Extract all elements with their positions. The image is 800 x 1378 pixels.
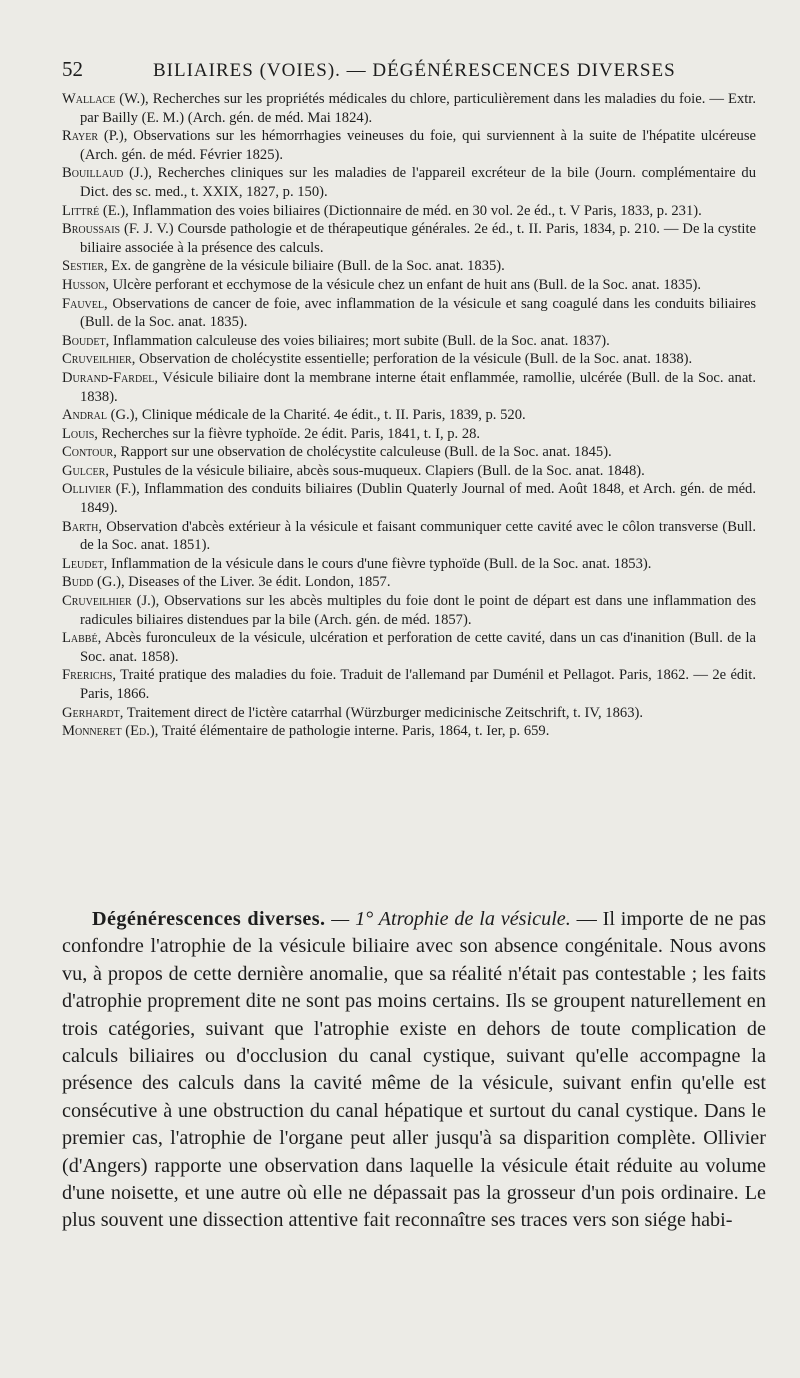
reference-author: Boudet,	[62, 332, 110, 349]
reference-text: Rapport sur une observation de cholécystite calculeuse (Bull. de la Soc. anat. 1845).	[116, 444, 612, 461]
reference-entry	[62, 592, 756, 629]
reference-author: Barth,	[62, 518, 103, 535]
reference-entry	[62, 462, 756, 481]
reference-text: Clinique médicale de la Charité. 4e édit., t. II. Paris, 1839, p. 520.	[138, 407, 526, 424]
reference-entry	[62, 406, 756, 425]
reference-text: Inflammation calculeuse des voies biliaires; mort subite (Bull. de la Soc. anat. 1837).	[109, 332, 610, 349]
running-title: BILIAIRES (VOIES). — DÉGÉNÉRESCENCES DIVERSES	[153, 60, 676, 81]
reference-author: Gulcer,	[62, 462, 109, 479]
reference-author: Louis,	[62, 425, 98, 442]
reference-entry	[62, 555, 756, 574]
section-text: — Il importe de ne pas confondre l'atrophie de la vésicule biliaire avec son absence congénitale. Nous avons vu, à propos de cette dernière anomalie, que sa réalité n'était pas contestable ; les faits d'atrophie proprement dite ne sont pas moins certains. Ils se groupent naturellement en trois catégories, suivant que l'atrophie existe en dehors de toute complication de calculs biliaires ou d'occlusion du canal cystique, suivant qu'elle accompagne la présence des calculs dans la cavité même de la vésicule, suivant enfin qu'elle est consécutive à une obstruction du canal hépatique et surtout du canal cystique. Dans le premier cas, l'atrophie de l'organe peut aller jusqu'à sa disparition complète. Ollivier (d'Angers) rapporte une observation dans laquelle la vésicule était réduite au volume d'une noisette, et une autre où elle ne dépassait pas la grosseur d'un pois ordinaire. Le plus souvent une dissection attentive fait reconnaître ses traces vers son siége habi-	[62, 908, 767, 1232]
reference-text: Traitement direct de l'ictère catarrhal (Würzburger medicinische Zeitschrift, t. IV, 1863).	[123, 704, 643, 721]
reference-text: Recherches sur les propriétés médicales du chlore, particulièrement dans les maladies du foie. — Extr. par Bailly (E. M.) (Arch. gén. de méd. Mai 1824).	[80, 91, 757, 126]
section-paragraph	[62, 906, 766, 1235]
reference-text: Inflammation des conduits biliaires (Dublin Quaterly Journal of med. Août 1848, et Arch. gén. de méd. 1849).	[80, 481, 757, 517]
reference-entry	[62, 666, 756, 703]
reference-entry	[62, 722, 756, 741]
reference-text: Observations sur les abcès multiples du foie dont le point de départ est dans une inflammation des radicules biliaires distendues par la bile (Arch. gén. de méd. 1857).	[80, 593, 756, 628]
reference-entry	[62, 295, 756, 332]
page-number: 52	[62, 57, 83, 81]
reference-text: Vésicule biliaire dont la membrane interne était enflammée, ramollie, ulcérée (Bull. de la Soc. anat. 1838).	[80, 369, 756, 405]
reference-text: Inflammation de la vésicule dans le cours d'une fièvre typhoïde (Bull. de la Soc. anat. 1853).	[107, 555, 652, 572]
reference-author: Gerhardt,	[62, 704, 124, 721]
reference-entry	[62, 704, 756, 723]
reference-entry	[62, 518, 756, 555]
reference-author: Husson,	[62, 276, 109, 293]
reference-entry	[62, 276, 756, 295]
reference-text: Abcès furonculeux de la vésicule, ulcération et perforation de cette cavité, dans un cas d'inanition (Bull. de la Soc. anat. 1858).	[80, 630, 756, 665]
reference-author: Contour,	[62, 444, 117, 461]
reference-text: Traité pratique des maladies du foie. Traduit de l'allemand par Duménil et Pellagot. Paris, 1862. — 2e édit. Paris, 1866.	[80, 667, 756, 702]
page-header	[62, 57, 676, 83]
reference-entry	[62, 220, 756, 257]
section-body	[62, 906, 766, 1235]
reference-author: Frerichs,	[62, 667, 116, 684]
reference-author: Bouillaud (J.),	[62, 165, 152, 182]
reference-text: Coursde pathologie et de thérapeutique générales. 2e éd., t. II. Paris, 1834, p. 210. — De la cystite biliaire associée à la présence des calculs.	[80, 221, 756, 256]
reference-author: Littré (E.),	[62, 202, 129, 219]
reference-entry	[62, 202, 756, 221]
reference-entry	[62, 332, 756, 351]
reference-author: Budd (G.),	[62, 574, 125, 591]
reference-entry	[62, 443, 756, 462]
section-subtitle: — 1° Atrophie de la vésicule.	[325, 908, 571, 930]
reference-author: Sestier,	[62, 258, 108, 275]
reference-author: Leudet,	[62, 555, 108, 572]
reference-entry	[62, 629, 756, 666]
reference-text: Pustules de la vésicule biliaire, abcès sous-muqueux. Clapiers (Bull. de la Soc. anat. 1848).	[108, 462, 645, 479]
reference-text: Observations sur les hémorrhagies veineuses du foie, qui surviennent à la suite de l'hépatite ulcéreuse (Arch. gén. de méd. Février 1825).	[80, 128, 756, 163]
reference-entry	[62, 350, 756, 369]
reference-entry	[62, 369, 756, 406]
reference-text: Inflammation des voies biliaires (Dictionnaire de méd. en 30 vol. 2e éd., t. V Paris, 1833, p. 231).	[128, 202, 702, 219]
bibliography	[62, 90, 756, 741]
section-heading: Dégénérescences diverses.	[92, 908, 326, 930]
reference-entry	[62, 164, 756, 201]
reference-author: Cruveilhier (J.),	[62, 593, 160, 610]
reference-author: Cruveilhier,	[62, 351, 136, 368]
reference-author: Monneret (Ed.),	[62, 723, 159, 740]
reference-author: Broussais (F. J. V.)	[62, 221, 174, 238]
reference-entry	[62, 257, 756, 276]
reference-author: Ollivier (F.),	[62, 481, 140, 498]
reference-author: Rayer (P.),	[62, 128, 128, 145]
reference-entry	[62, 480, 756, 517]
reference-entry	[62, 425, 756, 444]
reference-author: Durand-Fardel,	[62, 369, 159, 386]
reference-author: Labbé,	[62, 630, 102, 647]
reference-text: Recherches sur la fièvre typhoïde. 2e édit. Paris, 1841, t. I, p. 28.	[97, 425, 481, 442]
reference-text: Ulcère perforant et ecchymose de la vésicule chez un enfant de huit ans (Bull. de la Soc. anat. 1835).	[108, 276, 702, 293]
reference-author: Andral (G.),	[62, 407, 139, 424]
reference-text: Ex. de gangrène de la vésicule biliaire (Bull. de la Soc. anat. 1835).	[107, 258, 505, 275]
reference-text: Observation de cholécystite essentielle; perforation de la vésicule (Bull. de la Soc. anat. 1838).	[135, 351, 693, 368]
reference-author: Fauvel,	[62, 295, 108, 312]
reference-text: Diseases of the Liver. 3e édit. London, 1857.	[124, 574, 391, 591]
reference-text: Observation d'abcès extérieur à la vésicule et faisant communiquer cette cavité avec le côlon transverse (Bull. de la Soc. anat. 1851).	[80, 518, 756, 554]
reference-text: Recherches cliniques sur les maladies de l'appareil excréteur de la bile (Journ. complémentaire du Dict. des sc. med., t. XXIX, 1827, p. 150).	[80, 165, 756, 200]
reference-text: Observations de cancer de foie, avec inflammation de la vésicule et sang coagulé dans les conduits biliaires (Bull. de la Soc. anat. 1835).	[80, 295, 756, 331]
reference-entry	[62, 90, 756, 127]
reference-entry	[62, 127, 756, 164]
reference-entry	[62, 573, 756, 592]
reference-author: Wallace (W.),	[62, 91, 149, 107]
reference-text: Traité élémentaire de pathologie interne. Paris, 1864, t. Ier, p. 659.	[158, 723, 550, 740]
